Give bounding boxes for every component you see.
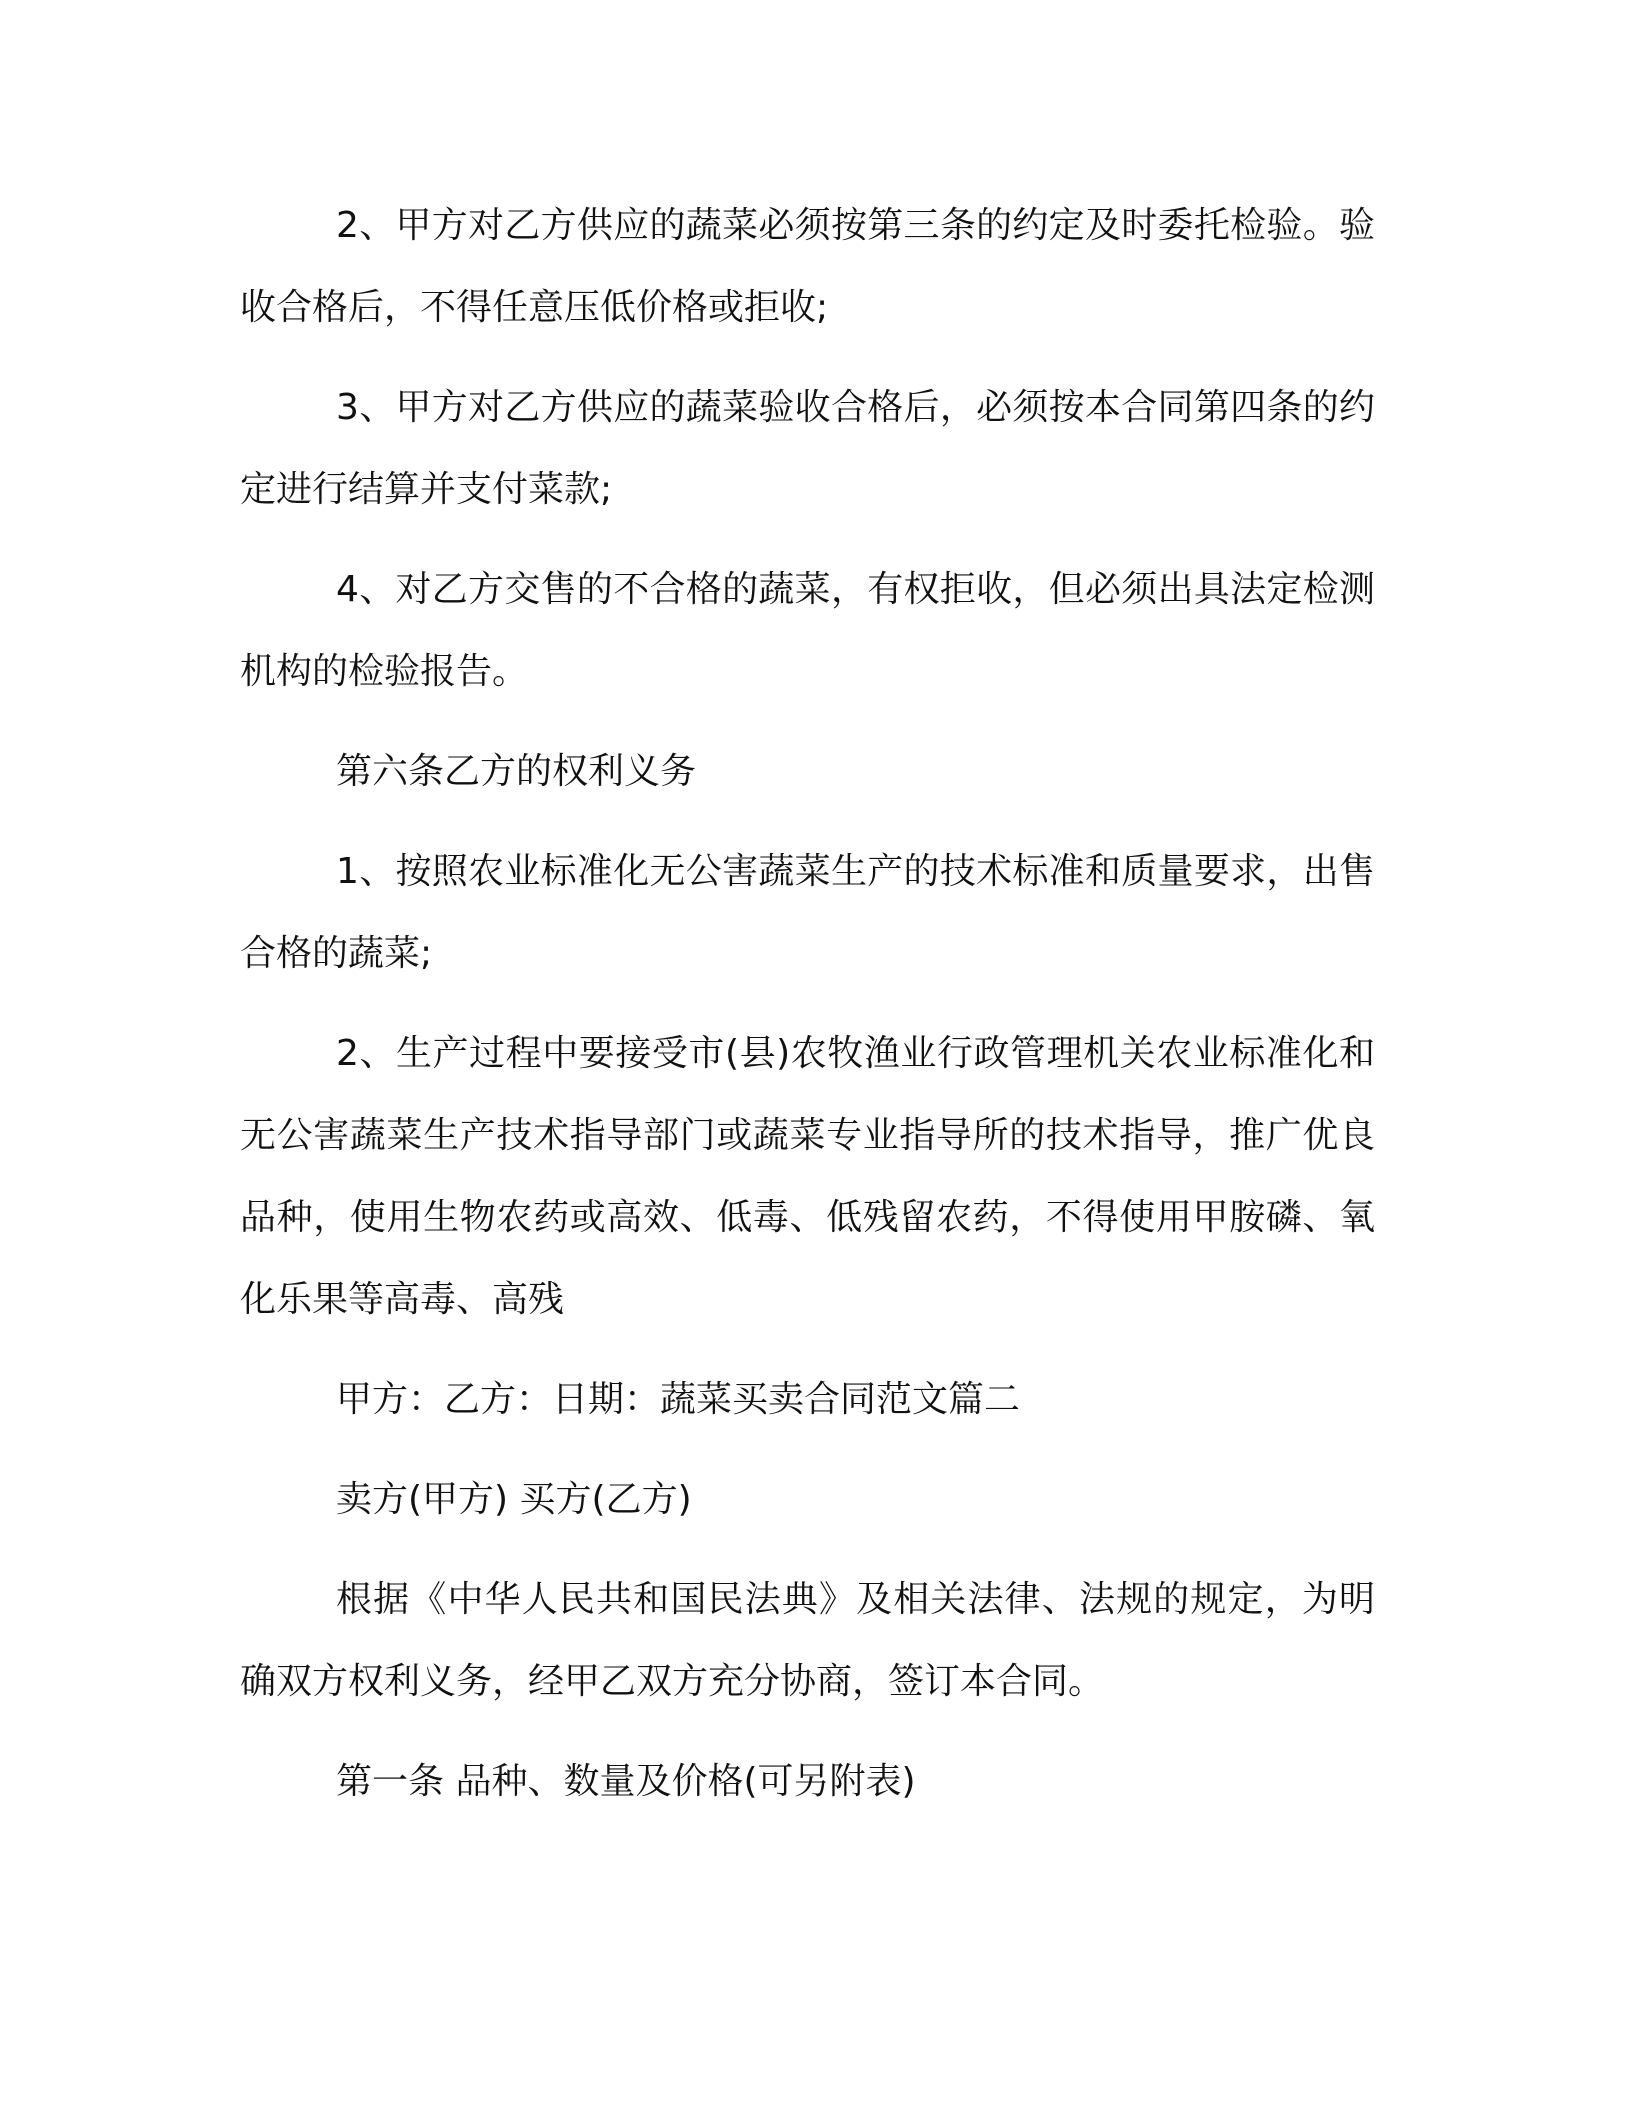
parties-line: 卖方(甲方) 买方(乙方) <box>336 1479 692 1520</box>
article-six-heading: 第六条乙方的权利义务 <box>336 751 697 792</box>
clause-paragraph-4-rejection: 4、对乙方交售的不合格的蔬菜，有权拒收，但必须出具法定检测机构的检验报告。 <box>240 569 1375 692</box>
preamble-paragraph: 根据《中华人民共和国民法典》及相关法律、法规的规定，为明确双方权利义务，经甲乙双方充分协商，签订本合同。 <box>240 1579 1375 1702</box>
signature-line: 甲方：乙方：日期：蔬菜买卖合同范文篇二 <box>336 1379 1021 1420</box>
clause-paragraph-3-settlement: 3、甲方对乙方供应的蔬菜验收合格后，必须按本合同第四条的约定进行结算并支付菜款; <box>240 387 1375 510</box>
document-body <box>240 185 1375 1841</box>
article-one-heading: 第一条 品种、数量及价格(可另附表) <box>336 1761 916 1802</box>
clause-paragraph-2-inspection: 2、甲方对乙方供应的蔬菜必须按第三条的约定及时委托检验。验收合格后，不得任意压低价格或拒收; <box>240 205 1375 328</box>
clause-paragraph-2-production: 2、生产过程中要接受市(县)农牧渔业行政管理机关农业标准化和无公害蔬菜生产技术指导部门或蔬菜专业指导所的技术指导，推广优良品种，使用生物农药或高效、低毒、低残留农药，不得使用甲胺磷、氧化乐果等高毒、高残 <box>240 1033 1375 1320</box>
clause-paragraph-1-standards: 1、按照农业标准化无公害蔬菜生产的技术标准和质量要求，出售合格的蔬菜; <box>240 851 1375 974</box>
